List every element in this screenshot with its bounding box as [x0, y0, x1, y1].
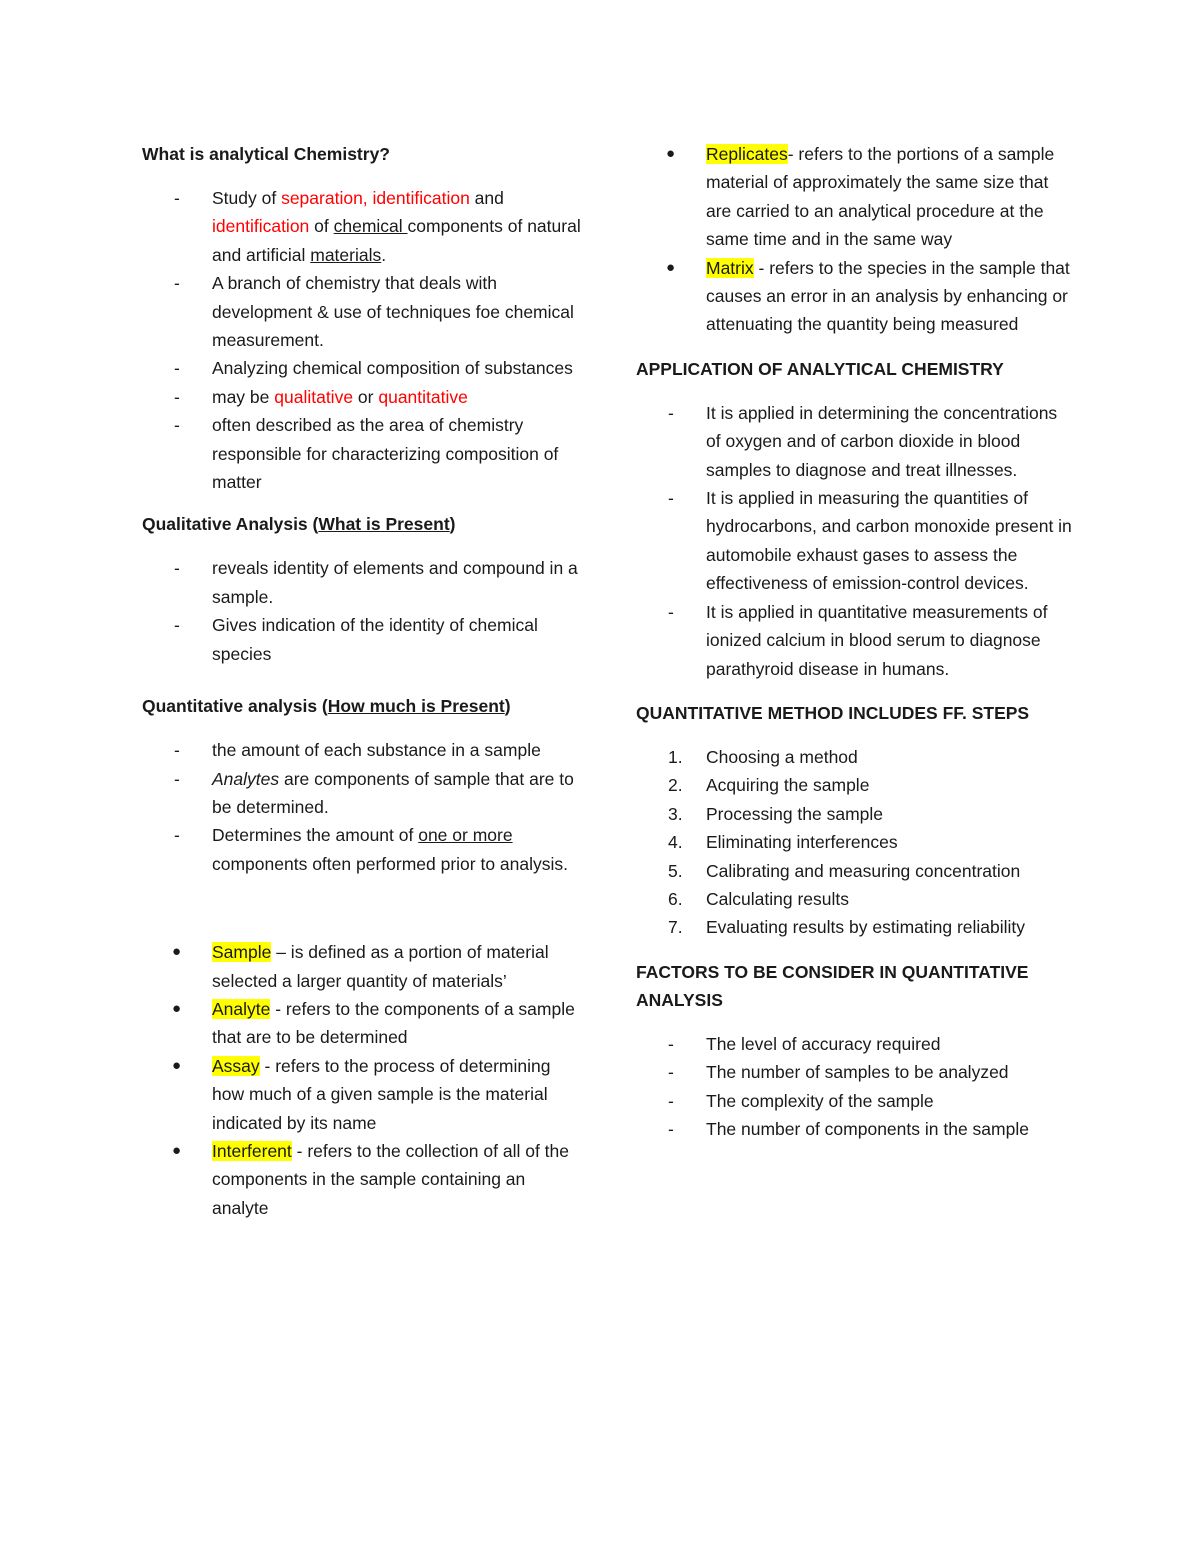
dash-marker: - — [174, 740, 180, 761]
terms-list-right — [636, 140, 1076, 339]
quantitative-list — [142, 736, 582, 878]
qualitative-list — [142, 554, 582, 668]
application-list — [636, 399, 1076, 683]
bullet-marker: ● — [172, 999, 182, 1017]
dash-marker: - — [668, 488, 674, 509]
dash-marker: - — [668, 402, 674, 423]
list-item: ● Matrix - refers to the species in the sample that causes an error in an analysis by enhancing or attenuating the quantity being measured — [636, 254, 1076, 339]
list-item: - Determines the amount of one or more components often performed prior to analysis. — [142, 821, 582, 878]
list-item: - The complexity of the sample — [636, 1087, 1076, 1115]
list-item: ● Replicates- refers to the portions of a sample material of approximately the same size that are carried to an analytical procedure at the same time and in the same way — [636, 140, 1076, 254]
terms-list-left — [142, 938, 582, 1222]
dash-marker: - — [668, 1118, 674, 1139]
list-item: - often described as the area of chemistry responsible for characterizing composition of matter — [142, 411, 582, 496]
dash-marker: - — [174, 415, 180, 436]
dash-marker: - — [174, 825, 180, 846]
list-item: - Analyzing chemical composition of substances — [142, 354, 582, 382]
list-item: 4. Eliminating interferences — [636, 828, 1076, 856]
what-list — [142, 184, 582, 496]
list-item: 7. Evaluating results by estimating reliability — [636, 913, 1076, 941]
dash-marker: - — [174, 188, 180, 208]
step-number: 4. — [668, 832, 683, 853]
bullet-marker: ● — [666, 258, 676, 276]
bullet-marker: ● — [666, 145, 676, 162]
list-item: - It is applied in quantitative measurements of ionized calcium in blood serum to diagnose parathyroid disease in humans. — [636, 598, 1076, 683]
heading-quantitative-steps: QUANTITATIVE METHOD INCLUDES FF. STEPS — [636, 702, 1030, 723]
list-item: ● Interferent - refers to the collection of all of the components in the sample containing an analyte — [142, 1137, 582, 1222]
factors-list — [636, 1030, 1076, 1144]
list-item: - the amount of each substance in a sample — [142, 736, 582, 764]
bullet-marker: ● — [172, 1056, 182, 1074]
list-item: - It is applied in measuring the quantities of hydrocarbons, and carbon monoxide present in automobile exhaust gases to assess the effectiveness of emission-control devices. — [636, 484, 1076, 598]
bullet-marker: ● — [172, 1141, 182, 1159]
list-item: ● Analyte - refers to the components of a sample that are to be determined — [142, 995, 582, 1052]
list-item: - may be qualitative or quantitative — [142, 383, 582, 411]
step-number: 1. — [668, 746, 683, 767]
dash-marker: - — [174, 768, 180, 789]
list-item: - The number of samples to be analyzed — [636, 1058, 1076, 1086]
list-item: 1. Choosing a method — [636, 743, 1076, 771]
list-item: - Study of separation, identification and identification of chemical components of natural and artificial materials. — [142, 184, 582, 269]
step-number: 3. — [668, 803, 683, 824]
list-item: ● Sample – is defined as a portion of material selected a larger quantity of materials’ — [142, 938, 582, 995]
heading-factors: FACTORS TO BE CONSIDER IN QUANTITATIVE ANALYSIS — [636, 961, 1029, 1010]
step-number: 5. — [668, 860, 683, 881]
list-item: 5. Calibrating and measuring concentration — [636, 857, 1076, 885]
left-column — [142, 140, 582, 1222]
dash-marker: - — [174, 615, 180, 636]
list-item: 6. Calculating results — [636, 885, 1076, 913]
dash-marker: - — [174, 273, 180, 294]
dash-marker: - — [174, 386, 180, 407]
list-item: - It is applied in determining the concentrations of oxygen and of carbon dioxide in blood samples to diagnose and treat illnesses. — [636, 399, 1076, 484]
steps-list — [636, 743, 1076, 942]
dash-marker: - — [668, 1033, 674, 1054]
dash-marker: - — [668, 1090, 674, 1111]
dash-marker: - — [668, 601, 674, 622]
list-item: - The number of components in the sample — [636, 1115, 1076, 1143]
dash-marker: - — [174, 358, 180, 379]
list-item: - Analytes are components of sample that are to be determined. — [142, 765, 582, 822]
list-item: - The level of accuracy required — [636, 1030, 1076, 1058]
dash-marker: - — [174, 558, 180, 579]
list-item: 3. Processing the sample — [636, 800, 1076, 828]
dash-marker: - — [668, 1062, 674, 1083]
heading-quantitative-analysis: Quantitative analysis (How much is Present) — [142, 696, 511, 717]
list-item: 2. Acquiring the sample — [636, 771, 1076, 799]
list-item: - Gives indication of the identity of chemical species — [142, 611, 582, 668]
heading-what-is-analytical-chemistry: What is analytical Chemistry? — [142, 144, 390, 164]
step-number: 2. — [668, 775, 683, 796]
list-item: - A branch of chemistry that deals with development & use of techniques foe chemical measurement. — [142, 269, 582, 354]
heading-qualitative-analysis: Qualitative Analysis (What is Present) — [142, 514, 456, 535]
step-number: 6. — [668, 888, 683, 909]
step-number: 7. — [668, 917, 683, 938]
list-item: - reveals identity of elements and compound in a sample. — [142, 554, 582, 611]
heading-application: APPLICATION OF ANALYTICAL CHEMISTRY — [636, 358, 1004, 379]
list-item: ● Assay - refers to the process of determining how much of a given sample is the material indicated by its name — [142, 1052, 582, 1137]
bullet-marker: ● — [172, 943, 182, 961]
right-column — [636, 140, 1076, 1143]
